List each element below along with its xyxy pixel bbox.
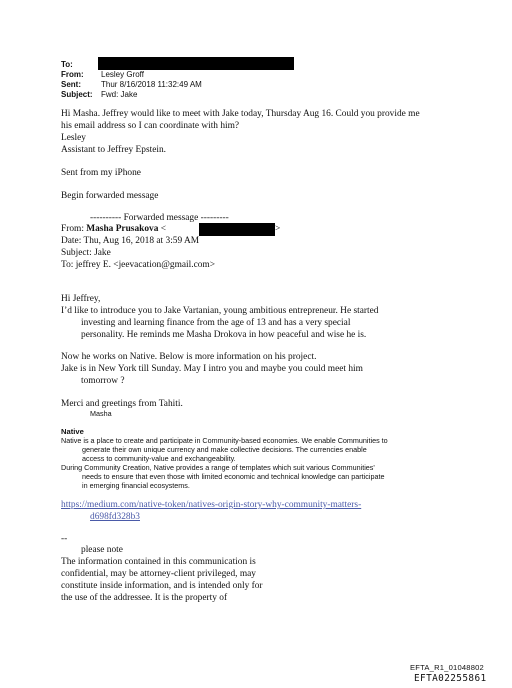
body-line: I’d like to introduce you to Jake Vartanian, young ambitious entrepreneur. He started: [61, 306, 379, 316]
notice-line: confidential, may be attorney-client privileged, may: [61, 569, 256, 579]
forwarded-date: Date: Thu, Aug 16, 2018 at 3:59 AM: [61, 236, 200, 246]
forwarded-divider: ---------- Forwarded message ---------: [90, 213, 229, 223]
message-line: Lesley: [61, 133, 86, 143]
message-line: Hi Masha. Jeffrey would like to meet with Jake today, Thursday Aug 16. Could you provide me: [61, 109, 420, 119]
native-line: in emerging financial ecosystems.: [82, 481, 190, 490]
bates-id-secondary: EFTA02255861: [414, 673, 487, 684]
redaction-bar: [98, 57, 294, 70]
greeting: Hi Jeffrey,: [61, 294, 101, 304]
sent-label: Sent:: [61, 80, 81, 89]
body-line: investing and learning finance from the age of 13 and has a very special: [81, 318, 351, 328]
from-label: From:: [61, 70, 84, 79]
subject-label: Subject:: [61, 90, 93, 99]
notice-line: constitute inside information, and is intended only for: [61, 581, 263, 591]
message-line: Assistant to Jeffrey Epstein.: [61, 145, 167, 155]
forwarded-from-label: From:: [61, 224, 87, 234]
subject-value: Fwd: Jake: [101, 90, 138, 99]
to-label: To:: [61, 60, 73, 69]
sent-value: Thur 8/16/2018 11:32:49 AM: [101, 80, 202, 89]
notice-line: the use of the addressee. It is the property of: [61, 593, 228, 603]
medium-link[interactable]: https://medium.com/native-token/natives-origin-story-why-community-matters-: [61, 500, 362, 510]
native-line: access to community-value and exchangeability.: [82, 454, 236, 463]
medium-link-continued[interactable]: d698fd328b3: [90, 512, 140, 522]
forwarded-subject: Subject: Jake: [61, 248, 111, 258]
signature-dashes: --: [61, 534, 68, 544]
redaction-bar: [199, 223, 275, 236]
signature: Masha: [90, 409, 112, 418]
body-line: Now he works on Native. Below is more information on his project.: [61, 352, 317, 362]
begin-forwarded-line: Begin forwarded message: [61, 191, 159, 201]
angle-open: <: [160, 224, 167, 234]
forwarded-to: [61, 260, 215, 272]
from-value: Lesley Groff: [101, 70, 144, 79]
angle-close: >: [275, 224, 281, 234]
bates-id-primary: EFTA_R1_01048802: [410, 663, 484, 672]
closing-line: Merci and greetings from Tahiti.: [61, 399, 183, 409]
forwarded-from: [61, 224, 166, 236]
native-line: During Community Creation, Native provides a range of templates which suit various Communities': [61, 463, 375, 472]
body-line: tomorrow ?: [81, 376, 125, 386]
body-line: Jake is in New York till Sunday. May I intro you and maybe you could meet him: [61, 364, 363, 374]
to-suffix: >: [209, 260, 216, 270]
forwarded-from-name: Masha Prusakova: [86, 224, 159, 234]
native-line: needs to ensure that even those with limited economic and technical knowledge can participate: [82, 472, 385, 481]
to-email: jeevacation@gmail.com: [118, 260, 210, 270]
to-prefix: To: jeffrey E. <: [61, 260, 119, 270]
message-line: his email address so I can coordinate with him?: [61, 121, 240, 131]
notice-line: The information contained in this communication is: [61, 557, 256, 567]
native-title: Native: [61, 427, 84, 436]
native-line: Native is a place to create and participate in Community-based economies. We enable Communities to: [61, 436, 388, 445]
native-line: generate their own unique currency and make collective decisions. The currencies enable: [82, 445, 367, 454]
please-note: please note: [81, 545, 123, 555]
body-line: personality. He reminds me Masha Drokova in how peaceful and wise he is.: [81, 330, 367, 340]
sent-from-line: Sent from my iPhone: [61, 168, 141, 178]
